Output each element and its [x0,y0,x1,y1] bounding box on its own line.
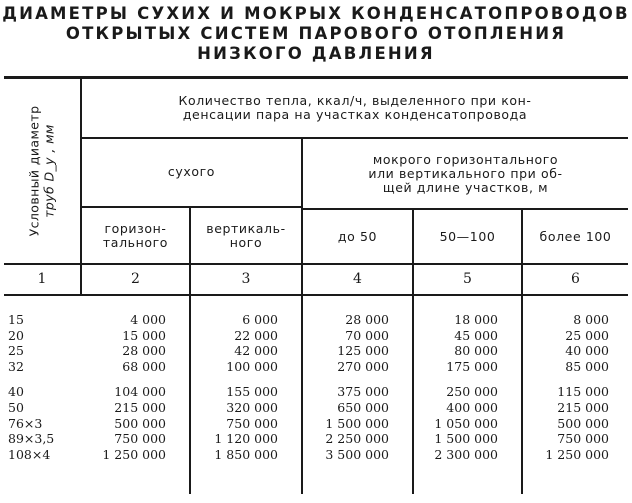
table-cell: 250 000 [446,384,498,400]
table-cell: 400 000 [446,399,498,415]
table-cell: 1 850 000 [214,446,278,462]
table-cell: 85 000 [565,358,609,374]
table-cell: 80 000 [454,343,498,359]
table-cell: 1 250 000 [545,446,609,462]
table-cell: 215 000 [114,399,166,415]
table-cell-diameter: 20 [8,327,24,343]
table-cell: 28 000 [345,312,389,327]
table-cell: 68 000 [122,358,166,374]
table-cell: 155 000 [226,384,278,400]
column-number-6: 6 [571,271,580,287]
wet-header-line-3: щей длине участков, м [382,179,549,195]
dry-header: сухого [167,164,216,179]
table-cell: 115 000 [557,384,609,400]
table-cell-diameter: 40 [8,384,24,400]
table-cell: 750 000 [114,431,166,447]
column-number-1: 1 [37,271,47,287]
table-cell: 104 000 [114,384,166,400]
table-cell: 175 000 [446,358,498,374]
table-cell: 4 000 [130,312,166,327]
table-cell: 500 000 [114,415,166,431]
table-cell-diameter: 50 [8,399,24,415]
table-cell: 1 500 000 [325,415,389,431]
horizontal-dry-column [82,312,166,462]
column-numbers-divider [4,294,628,296]
table-cell: 45 000 [454,327,498,343]
vertical-dry-column [191,312,278,462]
diameter-label-line-1: Условный диаметр [26,105,42,237]
diameter-header [4,78,78,264]
table-cell: 375 000 [337,384,389,400]
table-cell: 70 000 [345,327,389,343]
title-line-1: ДИАМЕТРЫ СУХИХ И МОКРЫХ КОНДЕНСАТОПРОВОДОВ [2,4,630,23]
table-cell-diameter: 76×3 [8,415,43,431]
table-cell: 750 000 [226,415,278,431]
table-cell: 320 000 [226,399,278,415]
table-cell: 8 000 [573,312,609,327]
table-cell: 18 000 [454,312,498,327]
horizontal-header [82,208,189,263]
table-cell-diameter: 25 [8,343,24,359]
range50-100-header: 50—100 [439,228,496,244]
table-cell-diameter: 89×3,5 [8,431,55,447]
wet-upto50-column [303,312,389,462]
horizontal-header-line-1: горизон- [104,220,167,236]
table-cell: 6 000 [242,312,278,327]
table-cell: 22 000 [234,327,278,343]
table-cell: 500 000 [557,415,609,431]
heat-header [82,80,628,136]
table-cell: 1 250 000 [102,446,166,462]
horizontal-header-line-2: тального [102,234,169,250]
wet-over100-column [523,312,609,462]
table-cell: 750 000 [557,431,609,447]
table-cell: 15 000 [122,327,166,343]
diameter-label-line-2: труб D_y , мм [41,124,57,218]
table-cell: 2 300 000 [434,446,498,462]
column-number-2: 2 [131,271,140,287]
table-cell: 3 500 000 [325,446,389,462]
table-cell: 1 500 000 [434,431,498,447]
heat-header-line-2: денсации пара на участках конденсатопровода [182,107,528,122]
table-cell: 42 000 [234,343,278,359]
wet-50-100-column [414,312,498,462]
heat-header-line-1: Количество тепла, ккал/ч, выделенного при кон- [178,93,532,108]
table-cell: 650 000 [337,399,389,415]
table-cell: 2 250 000 [325,431,389,447]
table-cell-diameter: 15 [8,312,24,327]
title-line-2: ОТКРЫТЫХ СИСТЕМ ПАРОВОГО ОТОПЛЕНИЯ [65,24,567,43]
vertical-header [191,208,301,263]
table-cell-diameter: 32 [8,358,24,374]
over100-header: более 100 [539,228,612,244]
column-number-3: 3 [241,271,251,287]
table-cell: 1 050 000 [434,415,498,431]
table-cell: 25 000 [565,327,609,343]
column-number-5: 5 [463,271,472,287]
table-cell: 125 000 [337,343,389,359]
table-cell: 215 000 [557,399,609,415]
table-cell: 28 000 [122,343,166,359]
table-cell: 270 000 [337,358,389,374]
vertical-header-line-1: вертикаль- [206,220,286,236]
table-cell: 100 000 [226,358,278,374]
table-title [0,4,632,64]
table-cell-diameter: 108×4 [8,446,51,462]
diameter-column [8,312,78,462]
column-number-4: 4 [353,271,362,287]
title-line-3: НИЗКОГО ДАВЛЕНИЯ [197,44,435,63]
vertical-header-line-2: ного [229,234,263,250]
upto50-header: до 50 [337,228,378,244]
wet-header-line-1: мокрого горизонтального [372,151,559,167]
wet-header-line-2: или вертикального при об- [368,165,563,181]
wet-header [303,140,628,207]
table-top-border [4,76,628,79]
table-cell: 40 000 [565,343,609,359]
table-cell: 1 120 000 [214,431,278,447]
